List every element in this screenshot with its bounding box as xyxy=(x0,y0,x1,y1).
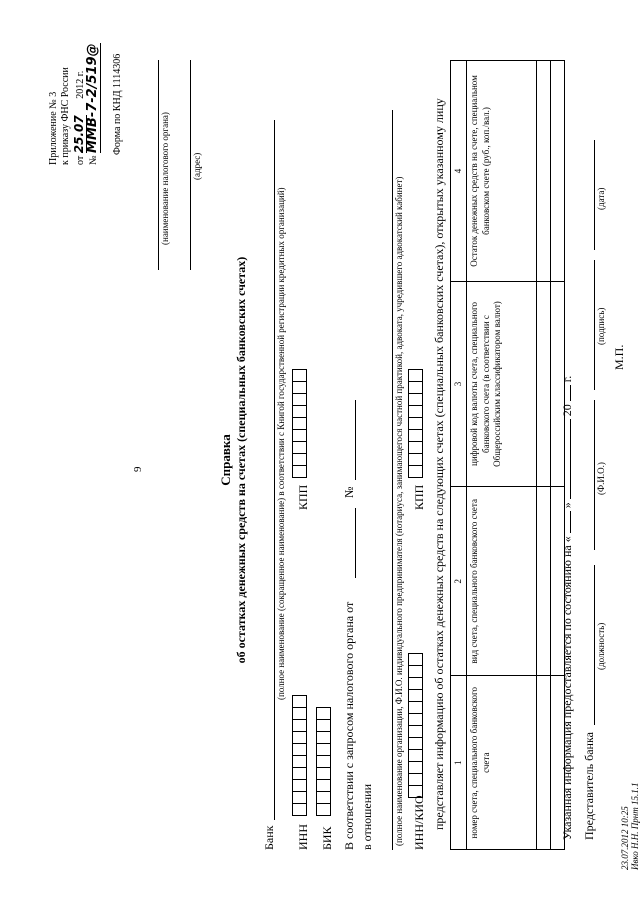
request-date-line[interactable] xyxy=(355,508,356,578)
position-line[interactable] xyxy=(594,565,595,725)
col-header-currency-code: цифровой код валюты счета, специального банковского счета (в соответствии с Общероссийским классификатором валют) xyxy=(467,281,537,486)
accounts-table xyxy=(450,60,565,850)
subject-line[interactable] xyxy=(392,110,393,850)
inn-kio-label: ИНН/КИО xyxy=(412,795,426,850)
date-year-line[interactable] xyxy=(570,385,571,401)
appendix-line2: к приказу ФНС России xyxy=(60,67,71,165)
bank-label: Банк xyxy=(262,825,276,850)
stamp-label: М.П. xyxy=(612,344,626,370)
appendix-date-prefix: от xyxy=(75,155,86,165)
request-line1: В соответствии с запросом налогового органа от xyxy=(342,601,356,850)
date-line[interactable] xyxy=(594,140,595,250)
fio-caption: (Ф.И.О.) xyxy=(596,462,606,495)
col-number-4: 4 xyxy=(451,61,467,282)
bank-name-caption: (полное наименование (сокращенное наименование) в соответствии с Книгой государственной регистрации кредитных организаций) xyxy=(276,187,286,700)
appendix-num-prefix: № xyxy=(88,155,99,165)
subject-kpp-cells[interactable] xyxy=(408,370,423,478)
request-num-line[interactable] xyxy=(355,400,356,480)
address-line xyxy=(190,60,191,270)
kpp-cells[interactable] xyxy=(292,370,307,478)
subject-kpp-label: КПП xyxy=(412,484,426,510)
title-line2: об остатках денежных средств на счетах (специальных банковских счетах) xyxy=(234,256,248,664)
inn-kio-cells[interactable] xyxy=(408,654,423,798)
appendix-year: 2012 г. xyxy=(75,70,86,99)
page-number: 9 xyxy=(132,466,144,472)
col-header-account-number: номер счета, специального банковского счета xyxy=(467,676,537,850)
print-stamp-line1: 23.07.2012 10:25 xyxy=(620,806,630,870)
form-sheet xyxy=(40,43,640,870)
col-header-balance: Остаток денежных средств на счете, специальном банковском счете (руб., коп./вал.) xyxy=(467,61,537,282)
col-header-account-type: вид счета, специального банковского счета xyxy=(467,487,537,676)
col-number-1: 1 xyxy=(451,676,467,850)
appendix-date-hand: 25.07 xyxy=(72,115,86,154)
sign-line[interactable] xyxy=(594,260,595,390)
date-year-prefix: 20 xyxy=(560,404,574,417)
kpp-label: КПП xyxy=(296,484,310,510)
date-statement-text: Указанная информация предоставляется по состоянию на « xyxy=(560,536,574,840)
address-caption: (адрес) xyxy=(192,152,202,180)
title-line1: Справка xyxy=(218,434,233,486)
appendix-line1: Приложение № 3 xyxy=(48,91,59,165)
date-statement-mid: » xyxy=(560,502,574,509)
inn-cells[interactable] xyxy=(292,696,307,816)
date-day-line[interactable] xyxy=(570,511,571,533)
table-header-row xyxy=(467,61,537,850)
provides-text: представляет информацию об остатках денежных средств на следующих счетах (специальных банковских счетах), открытых указанному лицу xyxy=(432,98,446,830)
form-code: Форма по КНД 1114306 xyxy=(112,53,123,155)
bik-cells[interactable] xyxy=(316,708,331,816)
inn-label: ИНН xyxy=(296,824,310,850)
request-num-label: № xyxy=(342,486,356,498)
fio-line[interactable] xyxy=(594,400,595,550)
table-row[interactable] xyxy=(537,61,551,850)
tax-authority-line xyxy=(158,60,159,270)
print-stamp-line2: Ивко Н.Н. Прнт 15.1.1 xyxy=(630,782,640,870)
request-line2: в отношении xyxy=(360,783,374,850)
position-caption: (должность) xyxy=(596,622,606,670)
col-number-2: 2 xyxy=(451,487,467,676)
date-caption: (дата) xyxy=(596,187,606,210)
date-month-line[interactable] xyxy=(570,419,571,499)
representative-label: Представитель банка xyxy=(582,732,596,840)
subject-caption: (полное наименование организации, Ф.И.О. индивидуального предпринимателя (нотариуса, занимающегося частной практикой, адвоката, учредившего адвокатский кабинет) xyxy=(394,176,404,846)
tax-authority-caption: (наименование налогового органа) xyxy=(160,112,170,245)
bank-name-line[interactable] xyxy=(274,120,275,820)
appendix-num-hand: ММВ-7-2/519@ xyxy=(85,43,100,153)
col-number-3: 3 xyxy=(451,281,467,486)
table-number-row xyxy=(451,61,467,850)
sign-caption: (подпись) xyxy=(596,307,606,345)
bik-label: БИК xyxy=(320,826,334,850)
date-year-suffix: г. xyxy=(560,375,574,383)
